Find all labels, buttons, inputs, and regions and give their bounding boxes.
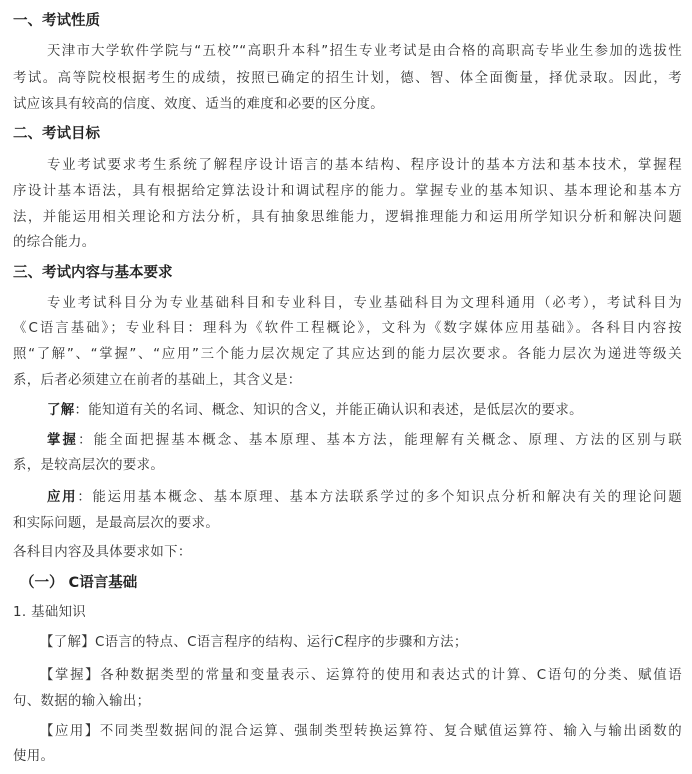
level-term: 应用 — [47, 490, 78, 505]
level-desc: ：能运用基本概念、基本原理、基本方法联系学过的多个知识点分析和解决有关的理论问题 — [77, 490, 683, 505]
paragraph-line: 句、数据的输入输出； — [13, 694, 151, 709]
level-term: 了解 — [47, 403, 75, 418]
paragraph-line: 试应该具有较高的信度、效度、适当的难度和必要的区分度。 — [13, 97, 384, 112]
paragraph-line: 天津市大学软件学院与“五校”“高职升本科”招生专业考试是由合格的高职高专毕业生参加的选拔性 — [47, 44, 682, 59]
section-heading-content: 三、考试内容与基本要求 — [13, 265, 173, 281]
paragraph-line: 和实际问题，是最高层次的要求。 — [13, 516, 220, 531]
level-understand — [47, 401, 682, 423]
paragraph-line: 系，后者必须建立在前者的基础上，其含义是： — [13, 373, 302, 388]
level-master — [47, 431, 682, 453]
paragraph-line: 考试。高等院校根据考生的成绩，按照已确定的招生计划，德、智、体全面衡量，择优录取。因此，考 — [13, 71, 682, 86]
level-apply — [47, 488, 682, 510]
paragraph-line: 的综合能力。 — [13, 235, 96, 250]
level-term: 掌握 — [47, 433, 79, 448]
paragraph-line: 《C语言基础》；专业科目：理科为《软件工程概论》，文科为《数字媒体应用基础》。各科目内容按 — [13, 321, 682, 336]
requirement-master: 【掌握】各种数据类型的常量和变量表示、运算符的使用和表达式的计算、C语句的分类、赋值语 — [40, 668, 682, 683]
level-desc: ：能知道有关的名词、概念、知识的含义，并能正确认识和表述，是低层次的要求。 — [74, 403, 583, 418]
subsection-item: 1. 基础知识 — [13, 605, 87, 620]
paragraph-line: 法，并能运用相关理论和方法分析，具有抽象思维能力，逻辑推理能力和运用所学知识分析和解决问题 — [13, 210, 682, 225]
paragraph-line: 序设计基本语法，具有根据给定算法设计和调试程序的能力。掌握专业的基本知识、基本理论和基本方 — [13, 184, 682, 199]
section-heading-goal: 二、考试目标 — [13, 126, 100, 142]
paragraph-line: 系，是较高层次的要求。 — [13, 458, 165, 473]
paragraph-line: 专业考试科目分为专业基础科目和专业科目，专业基础科目为文理科通用（必考），考试科目为 — [47, 296, 682, 311]
paragraph-line: 照“了解”、“掌握”、“应用”三个能力层次规定了其应达到的能力层次要求。各能力层次为递进等级关 — [13, 347, 682, 362]
paragraph-line: 专业考试要求考生系统了解程序设计语言的基本结构、程序设计的基本方法和基本技术，掌握程 — [47, 158, 682, 173]
requirement-understand: 【了解】C语言的特点、C语言程序的结构、运行C程序的步骤和方法； — [40, 635, 468, 650]
section-heading-nature: 一、考试性质 — [13, 13, 100, 29]
level-desc: ：能全面把握基本概念、基本原理、基本方法，能理解有关概念、原理、方法的区别与联 — [78, 433, 682, 448]
subsection-heading: （一） C语言基础 — [20, 575, 138, 591]
requirement-apply: 【应用】不同类型数据间的混合运算、强制类型转换运算符、复合赋值运算符、输入与输出函数的 — [40, 724, 682, 739]
intro-line: 各科目内容及具体要求如下： — [13, 545, 192, 560]
paragraph-line: 使用。 — [13, 749, 55, 764]
